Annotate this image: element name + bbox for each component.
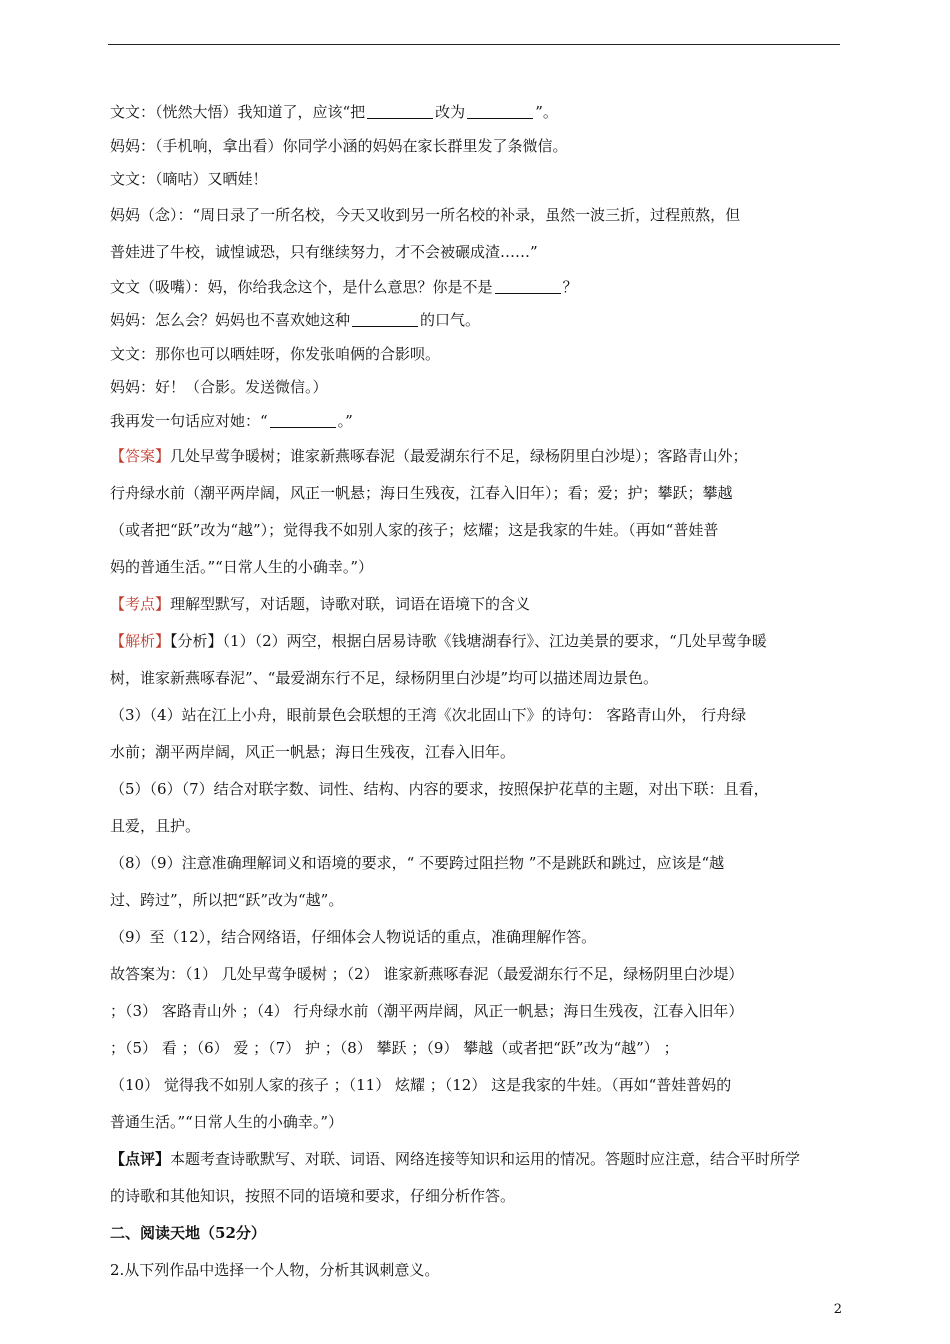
dialogue-line: 普娃进了牛校，诚惶诚恐，只有继续努力，才不会被碾成渣……” bbox=[110, 242, 538, 261]
dialogue-line: 妈妈：好！（合影。发送微信。） bbox=[110, 378, 328, 396]
dialogue-line: 文文：那你也可以晒娃呀，你发张咱俩的合影呗。 bbox=[110, 344, 441, 363]
dialogue-text: 我再发一句话应对她：“ bbox=[110, 411, 268, 430]
jiexi-line: 树，谁家新燕啄春泥”、“最爱湖东行不足，绿杨阴里白沙堤”均可以描述周边景色。 bbox=[110, 669, 659, 687]
dianping-tag: 【点评】 bbox=[110, 1150, 171, 1168]
jiexi-line: 过、跨过”，所以把“跃”改为“越”。 bbox=[110, 891, 344, 909]
answer-blank bbox=[367, 100, 433, 119]
kaodian-tag: 【考点】 bbox=[110, 595, 171, 613]
jiexi-line: ；（3） 客路青山外 ；（4） 行舟绿水前（潮平两岸阔，风正一帆悬；海日生残夜，江春入旧年） bbox=[110, 1002, 744, 1020]
dialogue-line: 文文：（嘀咕）又晒娃！ bbox=[110, 170, 268, 188]
answer-blank bbox=[467, 100, 533, 119]
dialogue-line bbox=[110, 271, 840, 305]
dianping-text: 本题考查诗歌默写、对联、词语、网络连接等知识和运用的情况。答题时应注意，结合平时所学 bbox=[170, 1150, 801, 1168]
fenxi-tag: 【分析】 bbox=[170, 632, 223, 650]
answer-line: 行舟绿水前（潮平两岸阔，风正一帆悬；海日生残夜，江春入旧年）；看；爱；护；攀跃；攀越 bbox=[110, 484, 733, 502]
dialogue-text: 妈妈：怎么会？妈妈也不喜欢她这种 bbox=[110, 311, 351, 329]
answer-blank bbox=[270, 409, 336, 428]
jiexi-line: （3）（4）站在江上小舟，眼前景色会联想的王湾《次北固山下》的诗句： 客路青山外， 行舟绿 bbox=[110, 706, 747, 724]
jiexi-line: 普通生活。”“日常人生的小确幸。”） bbox=[110, 1113, 344, 1131]
jiexi-line: （9）至（12），结合网络语，仔细体会人物说话的重点，准确理解作答。 bbox=[110, 928, 597, 946]
answer-blank bbox=[352, 308, 418, 327]
kaodian-line bbox=[110, 586, 840, 623]
jiexi-line: 且爱，且护。 bbox=[110, 817, 201, 835]
dialogue-text: ”。 bbox=[535, 103, 558, 121]
dianping-line: 的诗歌和其他知识，按照不同的语境和要求，仔细分析作答。 bbox=[110, 1187, 516, 1205]
jiexi-line: （8）（9）注意准确理解词义和语境的要求，“ 不要跨过阻拦物 ”不是跳跃和跳过，应该是“越 bbox=[110, 854, 725, 872]
jiexi-line: （10） 觉得我不如别人家的孩子 ；（11） 炫耀 ；（12） 这是我家的牛娃。（再如“普娃普妈的 bbox=[110, 1076, 732, 1094]
answer-line: （或者把“跃”改为“越”）；觉得我不如别人家的孩子；炫耀；这是我家的牛娃。（再如“普娃普 bbox=[110, 521, 719, 539]
jiexi-line bbox=[110, 623, 840, 660]
kaodian-text: 理解型默写，对话题，诗歌对联，词语在语境下的含义 bbox=[170, 595, 531, 613]
jiexi-tag: 【解析】 bbox=[110, 632, 171, 650]
jiexi-line: 水前；潮平两岸阔，风正一帆悬；海日生残夜，江春入旧年。 bbox=[110, 743, 516, 761]
dialogue-line bbox=[110, 304, 840, 338]
jiexi-line: ；（5） 看 ；（6） 爱 ；（7） 护 ；（8） 攀跃 ；（9） 攀越（或者把“跃”改为“越”） ； bbox=[110, 1039, 679, 1057]
dialogue-line: 妈妈：（手机响，拿出看）你同学小涵的妈妈在家长群里发了条微信。 bbox=[110, 136, 568, 155]
section-title: 二、阅读天地（52分） bbox=[110, 1224, 266, 1242]
dialogue-text: 改为 bbox=[435, 103, 466, 121]
dialogue-line bbox=[110, 405, 840, 439]
answer-blank bbox=[495, 275, 561, 294]
header-rule bbox=[108, 44, 840, 45]
document-body bbox=[110, 96, 840, 1289]
jiexi-text: （1）（2）两空，根据白居易诗歌《钱塘湖春行》、江边美景的要求，“几处早莺争暖 bbox=[222, 632, 767, 650]
question-text: 2.从下列作品中选择一个人物，分析其讽刺意义。 bbox=[110, 1261, 440, 1279]
dialogue-text: 文文：（恍然大悟）我知道了，应该“把 bbox=[110, 103, 366, 121]
dialogue-line: 妈妈（念）：“周日录了一所名校，今天又收到另一所名校的补录，虽然一波三折，过程煎熬，但 bbox=[110, 205, 741, 224]
dialogue-text: ？ bbox=[562, 277, 578, 296]
page-number: 2 bbox=[833, 1302, 842, 1317]
dialogue-text: 的口气。 bbox=[420, 311, 481, 329]
jiexi-line: （5）（6）（7）结合对联字数、词性、结构、内容的要求，按照保护花草的主题，对出下联：且看， bbox=[110, 780, 769, 798]
answer-tag: 【答案】 bbox=[110, 447, 171, 465]
answer-text: 几处早莺争暖树；谁家新燕啄春泥（最爱湖东行不足，绿杨阴里白沙堤）；客路青山外； bbox=[170, 447, 748, 465]
dialogue-line bbox=[110, 96, 840, 130]
jiexi-line: 故答案为：（1） 几处早莺争暖树 ；（2） 谁家新燕啄春泥（最爱湖东行不足，绿杨阴里白沙堤） bbox=[110, 965, 744, 983]
dialogue-text: 。” bbox=[337, 411, 353, 430]
answer-line bbox=[110, 438, 840, 475]
answer-line: 妈的普通生活。”“日常人生的小确幸。”） bbox=[110, 558, 374, 576]
dianping-line bbox=[110, 1141, 840, 1178]
dialogue-text: 文文（吸嘴）：妈，你给我念这个，是什么意思？你是不是 bbox=[110, 277, 493, 296]
